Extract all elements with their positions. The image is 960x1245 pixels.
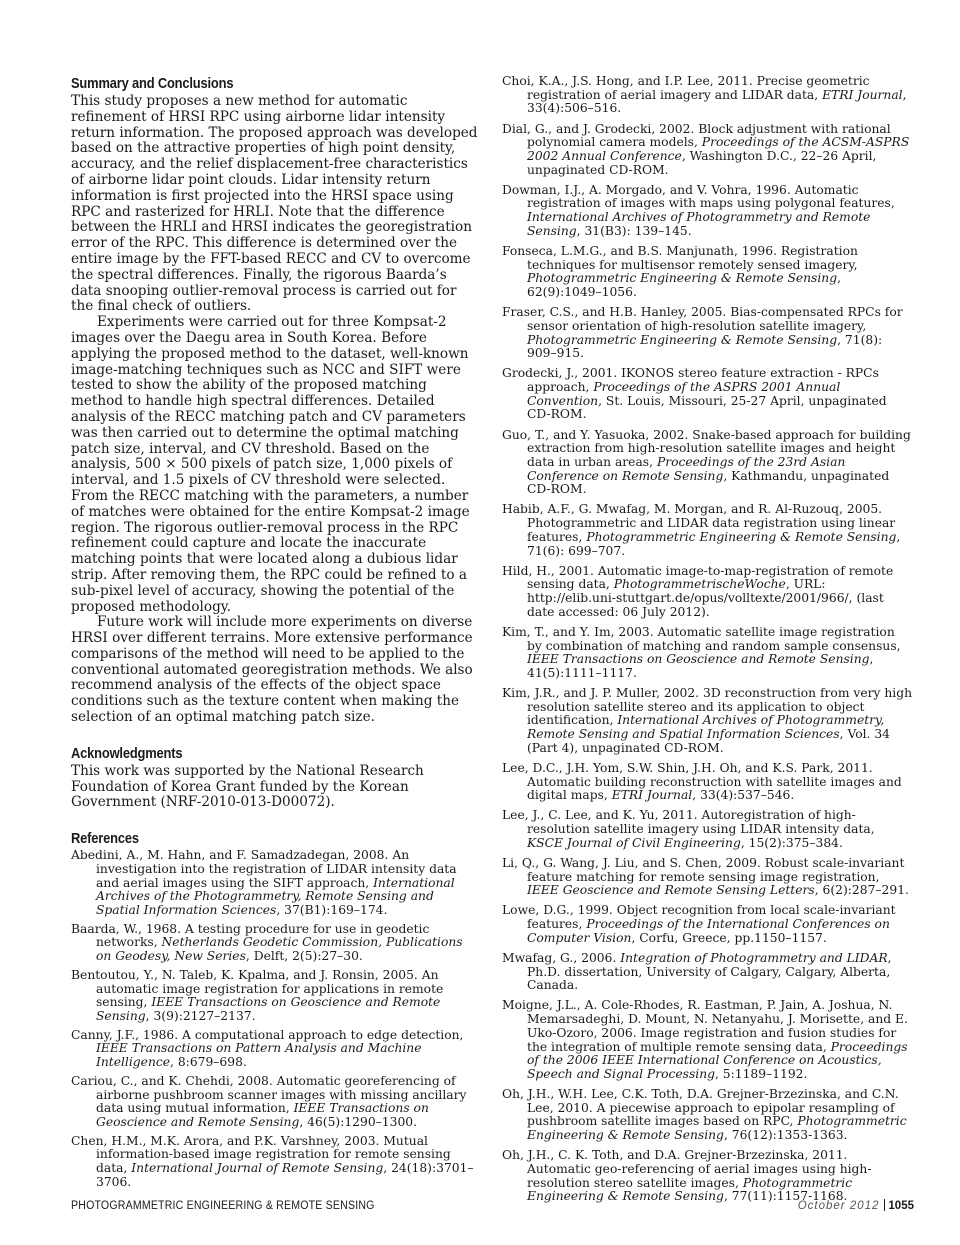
reference-details: , Delft, 2(5):27–30. <box>245 949 363 964</box>
reference-text: Guo, T., and Y. Yasuoka, 2002. Snake-based approach for building extraction from high-resolution satellite images and height data in urban areas, <box>502 427 911 469</box>
reference-source-title: Proceedings of the ACSM-ASPRS 2002 Annual Conference <box>527 135 910 163</box>
reference-details: , 41(5):1111–1117. <box>527 652 874 680</box>
reference-item <box>502 904 912 945</box>
reference-details: , Corfu, Greece, pp.1150–1157. <box>631 930 827 945</box>
reference-details: , 15(2):375–384. <box>740 835 843 850</box>
reference-details: , 8:679–698. <box>170 1055 247 1070</box>
reference-item <box>502 952 912 993</box>
reference-text: Li, Q., G. Wang, J. Liu, and S. Chen, 2009. Robust scale-invariant feature matching for remote sensing image registration, <box>502 855 905 884</box>
reference-text: Lowe, D.G., 1999. Object recognition from local scale-invariant features, <box>502 903 896 932</box>
references-heading: References <box>71 830 139 848</box>
reference-item <box>502 429 912 498</box>
reference-text: Bentoutou, Y., N. Taleb, K. Kpalma, and J. Ronsin, 2005. An automatic image registration for applications in remote sensing, <box>71 967 444 1010</box>
reference-text: Fraser, C.S., and H.B. Hanley, 2005. Bias-compensated RPCs for sensor orientation of high-resolution satellite imagery, <box>502 305 903 333</box>
reference-text: Cariou, C., and K. Chehdi, 2008. Automatic georeferencing of airborne pushbroom scanner images with missing ancillary data using mutual information, <box>71 1073 467 1116</box>
reference-details: , 33(4):537–546. <box>692 788 795 803</box>
reference-text: Dowman, I.J., A. Morgado, and V. Vohra, 1996. Automatic registration of images with maps using polygonal features, <box>502 182 895 211</box>
reference-details: , 62(9):1049–1056. <box>527 271 842 300</box>
reference-item <box>502 809 912 850</box>
reference-text: Fonseca, L.M.G., and B.S. Manjunath, 1996. Registration techniques for multisensor remotely sensed imagery, <box>502 243 858 272</box>
footer-divider <box>884 1199 885 1211</box>
reference-item <box>502 1088 912 1143</box>
reference-details: , 3(9):2127–2137. <box>145 1009 256 1023</box>
reference-item <box>502 306 912 361</box>
reference-source-title: International Archives of Photogrammetry and Remote Sensing <box>527 210 871 238</box>
reference-source-title: Photogrammetric Engineering & Remote Sensing <box>527 1175 853 1204</box>
reference-item <box>71 849 481 918</box>
reference-details: , 6(2):287–291. <box>814 883 909 898</box>
reference-text: Lee, D.C., J.H. Yom, S.W. Shin, J.H. Oh, and K.S. Park, 2011. Automatic building reconstruction with satellite images and digital maps, <box>502 760 902 803</box>
reference-source-title: Proceedings of the International Conferences on Computer Vision <box>527 917 890 945</box>
reference-source-title: Netherlands Geodetic Commission, Publications on Geodesy, New Series <box>96 935 463 964</box>
reference-item <box>502 999 912 1081</box>
reference-details: , 76(12):1353-1363. <box>723 1128 848 1143</box>
reference-details: , Washington D.C., 22–26 April, unpaginated CD-ROM. <box>527 148 877 177</box>
references-list-left <box>71 849 481 1189</box>
reference-item <box>502 75 912 116</box>
reference-item <box>502 184 912 239</box>
reference-source-title: PhotogrammetrischeWoche <box>613 577 786 592</box>
reference-text: Chen, H.M., M.K. Arora, and P.K. Varshney, 2003. Mutual information-based image registration for remote sensing data, <box>71 1133 451 1176</box>
reference-item <box>502 1149 912 1204</box>
reference-text: Habib, A.F., G. Mwafag, M. Morgan, and R. Al-Ruzouq, 2005. Photogrammetric and LIDAR data registration using linear features, <box>502 502 896 544</box>
reference-item <box>502 367 912 422</box>
reference-text: Kim, T., and Y. Im, 2003. Automatic satellite image registration by combination of matching and random sample consensus, <box>502 624 901 653</box>
reference-text: Hild, H., 2001. Automatic image-to-map-registration of remote sensing data, <box>502 563 894 592</box>
reference-item <box>502 857 912 898</box>
reference-source-title: IEEE Transactions on Pattern Analysis and Machine Intelligence <box>96 1041 422 1070</box>
reference-item <box>71 923 481 964</box>
reference-source-title: ETRI Journal <box>822 87 903 102</box>
reference-details: , 5:1189–1192. <box>714 1066 808 1081</box>
reference-details: , 71(8): 909–915. <box>527 332 883 361</box>
reference-details: , 24(18):3701–3706. <box>96 1161 474 1189</box>
reference-text: Canny, J.F., 1986. A computational approach to edge detection, <box>71 1027 464 1042</box>
summary-paragraph-1: This study proposes a new method for automatic refinement of HRSI RPC using airborne lidar intensity return information. The proposed approach was developed based on the attractive properties of high point density, accuracy, and the relief displacement-free characteristics of airborne lidar point clouds. Lidar intensity return information is first projected into the HRSI space using RPC and rasterized for HRLI. Note that the difference between the HRLI and HRSI indicates the georegistration error of the RPC. This difference is determined over the entire image by the FFT-based RECC and CV to overcome the spectral differences. Finally, the rigorous Baarda’s data snooping outlier-removal process is carried out for the final check of outliers. <box>71 93 478 315</box>
reference-source-title: Proceedings of the 2006 IEEE International Conference on Acoustics, Speech and Signal Processing <box>527 1039 908 1081</box>
reference-item <box>71 1075 481 1130</box>
reference-text: Dial, G., and J. Grodecki, 2002. Block adjustment with rational polynomial camera models, <box>502 121 891 150</box>
reference-source-title: Integration of Photogrammetry and LIDAR <box>620 950 888 965</box>
references-list-right <box>502 75 912 1204</box>
reference-source-title: Photogrammetric Engineering & Remote Sensing <box>527 271 838 286</box>
reference-text: Oh, J.H., C. K. Toth, and D.A. Grejner-Brzezinska, 2011. Automatic geo-referencing of aerial images using high-resolution stereo satellite images, <box>502 1148 872 1190</box>
footer-month: October 2012 <box>797 1200 880 1212</box>
reference-details: , URL: http://elib.uni-stuttgart.de/opus/volltexte/2001/966/, (last date accessed: 06 July 2012). <box>527 577 884 619</box>
reference-item <box>502 687 912 756</box>
reference-item <box>502 762 912 803</box>
reference-text: Grodecki, J., 2001. IKONOS stereo feature extraction - RPCs approach, <box>502 366 879 395</box>
reference-item <box>71 969 481 1024</box>
acknowledgments-heading: Acknowledgments <box>71 744 183 762</box>
reference-details: , Ph.D. dissertation, University of Calgary, Calgary, Alberta, Canada. <box>527 950 892 993</box>
reference-text: Choi, K.A., J.S. Hong, and I.P. Lee, 2011. Precise geometric registration of aerial imagery and LIDAR data, <box>502 74 870 102</box>
right-column <box>502 73 912 1210</box>
reference-text: Lee, J., C. Lee, and K. Yu, 2011. Autoregistration of high-resolution satellite imagery using LIDAR intensity data, <box>502 808 875 837</box>
reference-details: , 46(5):1290–1300. <box>299 1114 418 1129</box>
reference-source-title: IEEE Transactions on Geoscience and Remote Sensing <box>527 652 870 667</box>
reference-details: , 77(11):1157-1168. <box>723 1189 848 1204</box>
reference-item <box>502 565 912 620</box>
reference-source-title: IEEE Transactions on Geoscience and Remote Sensing <box>96 995 441 1023</box>
reference-item <box>502 123 912 178</box>
reference-source-title: IEEE Transactions on Geoscience and Remote Sensing <box>96 1101 429 1129</box>
reference-source-title: KSCE Journal of Civil Engineering <box>527 835 741 850</box>
reference-source-title: ETRI Journal <box>611 788 693 803</box>
summary-paragraph-2: Experiments were carried out for three Kompsat-2 images over the Daegu area in South Korea. Before applying the proposed method to the dataset, well-known image-matching techniques such as NCC and SIFT were tested to show the ability of the proposed matching method to handle high spectral differences. Detailed analysis of the RECC matching patch and CV parameters was then carried out to determine the optimal matching patch size, interval, and CV threshold. Based on the analysis, 500 × 500 pixels of patch size, 1,000 pixels of interval, and 1.5 pixels of CV threshold were selected. From the RECC matching with the parameters, a number of matches were obtained for the entire Kompsat-2 image region. The rigorous outlier-removal process in the RPC refinement could capture and locate the inaccurate matching points that were located along a dubious lidar strip. After removing them, the RPC could be refined to a sub-pixel level of accuracy, showing the potential of the proposed methodology. <box>71 314 470 615</box>
reference-item <box>71 1135 481 1190</box>
footer-journal-name: PHOTOGRAMMETRIC ENGINEERING & REMOTE SENSING <box>71 1200 375 1212</box>
reference-source-title: IEEE Geoscience and Remote Sensing Letters <box>527 883 815 898</box>
acknowledgments-text: This work was supported by the National Research Foundation of Korea Grant funded by the Korean Government (NRF-2010-013-D00072). <box>71 762 424 811</box>
reference-source-title: International Journal of Remote Sensing <box>131 1161 384 1176</box>
reference-details: , 31(B3): 139–145. <box>576 223 692 238</box>
reference-text: Moigne, J.L., A. Cole-Rhodes, R. Eastman, P. Jain, A. Joshua, N. Memarsadeghi, D. Mount, N. Netanyahu, J. Morisette, and E. Uko-Ozoro, 2006. Image registration and fusion studies for the integration of multiple remote sensing data, <box>502 998 908 1054</box>
reference-text: Oh, J.H., W.H. Lee, C.K. Toth, D.A. Grejner-Brzezinska, and C.N. Lee, 2010. A piecewise approach to epipolar resampling of pushbroom satellite images based on RPC, <box>502 1087 899 1129</box>
reference-source-title: Proceedings of the 23rd Asian Conference on Remote Sensing <box>527 454 846 483</box>
reference-details: , 37(B1):169–174. <box>276 903 388 918</box>
reference-source-title: Photogrammetric Engineering & Remote Sensing <box>527 332 838 347</box>
reference-details: , 33(4):506–516. <box>527 87 907 116</box>
reference-details: , Vol. 34 (Part 4), unpaginated CD-ROM. <box>527 727 890 755</box>
reference-details: , 71(6): 699–707. <box>527 529 901 558</box>
reference-details: , St. Louis, Missouri, 25-27 April, unpaginated CD-ROM. <box>527 393 887 422</box>
reference-source-title: Photogrammetric Engineering & Remote Sensing <box>527 1114 907 1143</box>
left-column <box>71 76 481 1194</box>
reference-source-title: International Archives of the Photogrammetry, Remote Sensing and Spatial Information Sciences <box>96 875 455 918</box>
reference-item <box>71 1029 481 1070</box>
reference-item <box>502 245 912 300</box>
reference-item <box>502 626 912 681</box>
reference-text: Abedini, A., M. Hahn, and F. Samadzadegan, 2008. An investigation into the registration of LIDAR intensity data and aerial images using the SIFT approach, <box>71 848 457 890</box>
reference-item <box>502 503 912 558</box>
summary-heading: Summary and Conclusions <box>71 75 234 92</box>
reference-source-title: Photogrammetric Engineering & Remote Sensing <box>586 529 897 544</box>
reference-source-title: International Archives of Photogrammetry, Remote Sensing and Spatial Information Sciences <box>527 713 885 742</box>
footer-page-info <box>798 1199 914 1212</box>
reference-text: Kim, J.R., and J. P. Muller, 2002. 3D reconstruction from very high resolution satellite stereo and its application to object identification, <box>502 686 913 728</box>
summary-paragraph-3: Future work will include more experiments on diverse HRSI over different terrains. More extensive performance comparisons of the method will need to be applied to the conventional automated georegistration methods. We also recommend analysis of the effects of the object space conditions such as the texture content when making the selection of an optimal matching patch size. <box>71 614 473 726</box>
reference-source-title: Proceedings of the ASPRS 2001 Annual Convention <box>527 380 841 408</box>
reference-details: , Kathmandu, unpaginated CD-ROM. <box>527 468 890 497</box>
reference-text: Mwafag, G., 2006. <box>502 950 621 965</box>
footer-page-number: 1055 <box>888 1200 914 1212</box>
reference-text: Baarda, W., 1968. A testing procedure for use in geodetic networks, <box>71 921 430 950</box>
